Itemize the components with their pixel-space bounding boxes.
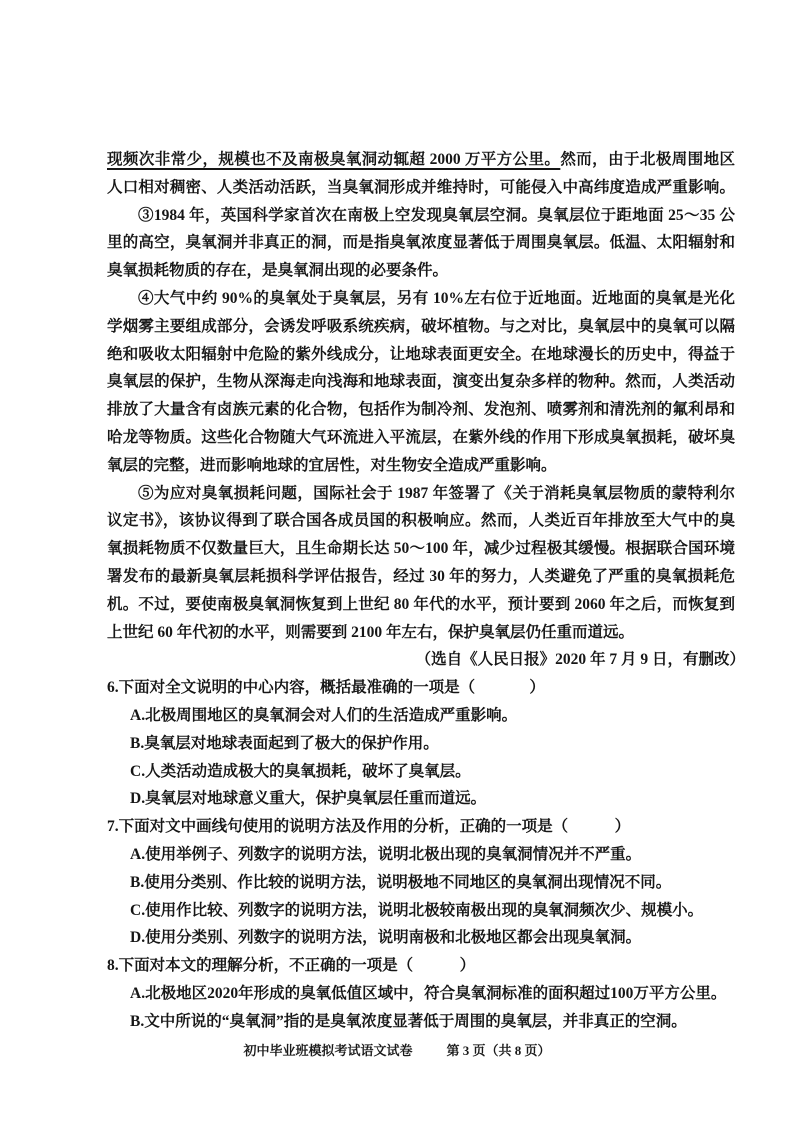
passage-line: 氧层的完整，进而影响地球的宜居性，对生物安全造成严重影响。	[107, 456, 557, 474]
paragraph	[107, 202, 735, 285]
question-stem: 6.下面对全文说明的中心内容，概括最准确的一项是（ ）	[107, 679, 545, 697]
passage-line: 议定书》，该协议得到了联合国各成员国的积极响应。然而，人类近百年排放至大气中的臭	[107, 512, 735, 530]
passage-line: ③1984 年，英国科学家首次在南极上空发现臭氧层空洞。臭氧层位于距地面 25～35 公	[138, 206, 735, 224]
answer-option: B.使用分类别、作比较的说明方法，说明极地不同地区的臭氧洞出现情况不同。	[130, 873, 672, 891]
source-citation: （选自《人民日报》2020 年 7 月 9 日，有删改）	[415, 651, 745, 669]
passage-line: 绝和吸收太阳辐射中危险的紫外线成分，让地球表面更安全。在地球漫长的历史中，得益于	[107, 345, 735, 363]
passage-line	[107, 146, 735, 174]
passage-line: 人口相对稠密、人类活动活跃，当臭氧洞形成并维持时，可能侵入中高纬度造成严重影响。	[107, 178, 735, 196]
passage-line: 臭氧层的保护，生物从深海走向浅海和地球表面，演变出复杂多样的物种。然而，人类活动	[107, 373, 735, 391]
footer-page-number: 第 3 页（共 8 页）	[446, 1043, 551, 1058]
answer-option: B.文中所说的“臭氧洞”指的是臭氧浓度显著低于周围的臭氧层，并非真正的空洞。	[130, 1012, 687, 1030]
question-stem: 8.下面对本文的理解分析，不正确的一项是（ ）	[107, 957, 476, 975]
answer-option: B.臭氧层对地球表面起到了极大的保护作用。	[130, 734, 439, 752]
question	[107, 813, 735, 952]
exam-text-block	[107, 146, 745, 1036]
passage-line: 署发布的最新臭氧层耗损科学评估报告，经过 30 年的努力，人类避免了严重的臭氧损耗危	[107, 567, 735, 585]
answer-option: D.使用分类别、列数字的说明方法，说明南极和北极地区都会出现臭氧洞。	[130, 929, 642, 947]
passage-line-text: 然而，由于北极周围地区	[560, 151, 735, 168]
answer-option: A.北极周围地区的臭氧洞会对人们的生活造成严重影响。	[130, 706, 518, 724]
answer-option: A.北极地区2020年形成的臭氧低值区域中，符合臭氧洞标准的面积超过100万平方公里。	[130, 984, 727, 1002]
answer-option: A.使用举例子、列数字的说明方法，说明北极出现的臭氧洞情况并不严重。	[130, 845, 642, 863]
page-footer	[0, 1042, 794, 1060]
footer-title: 初中毕业班模拟考试语文试卷	[243, 1043, 413, 1058]
answer-option: C.使用作比较、列数字的说明方法，说明北极较南极出现的臭氧洞频次少、规模小。	[130, 901, 704, 919]
passage-line: 哈龙等物质。这些化合物随大气环流进入平流层，在紫外线的作用下形成臭氧损耗，破坏臭	[107, 428, 735, 446]
passage-line: 学烟雾主要组成部分，会诱发呼吸系统疾病，破坏植物。与之对比，臭氧层中的臭氧可以隔	[107, 317, 735, 335]
question-stem: 7.下面对文中画线句使用的说明方法及作用的分析，正确的一项是（ ）	[107, 818, 631, 836]
passage-line: 排放了大量含有卤族元素的化合物，包括作为制冷剂、发泡剂、喷雾剂和清洗剂的氟利昂和	[107, 401, 735, 419]
paragraph	[107, 480, 735, 647]
question	[107, 674, 735, 813]
passage-line: 上世纪 60 年代初的水平，则需要到 2100 年左右，保护臭氧层仍任重而道远。	[107, 623, 635, 641]
passage-line: 里的高空，臭氧洞并非真正的洞，而是指臭氧浓度显著低于周围臭氧层。低温、太阳辐射和	[107, 234, 735, 252]
passage-line: 机。不过，要使南极臭氧洞恢复到上世纪 80 年代的水平，预计要到 2060 年之后，而恢复到	[107, 595, 735, 613]
question	[107, 952, 735, 1035]
underlined-sentence: 现频次非常少，规模也不及南极臭氧洞动辄超 2000 万平方公里。	[107, 151, 561, 168]
passage-line: 氧损耗物质不仅数量巨大，且生命期长达 50～100 年，减少过程极其缓慢。根据联合国环境	[107, 540, 735, 558]
passage-line: 臭氧损耗物质的存在，是臭氧洞出现的必要条件。	[107, 262, 449, 280]
paragraph	[107, 146, 735, 202]
answer-option: D.臭氧层对地球意义重大，保护臭氧层任重而道远。	[130, 790, 487, 808]
answer-option: C.人类活动造成极大的臭氧损耗，破坏了臭氧层。	[130, 762, 471, 780]
passage-line: ④大气中约 90%的臭氧处于臭氧层，另有 10%左右位于近地面。近地面的臭氧是光化	[138, 289, 735, 307]
passage-line: ⑤为应对臭氧损耗问题，国际社会于 1987 年签署了《关于消耗臭氧层物质的蒙特利尔	[138, 484, 735, 502]
paragraph	[107, 285, 735, 480]
